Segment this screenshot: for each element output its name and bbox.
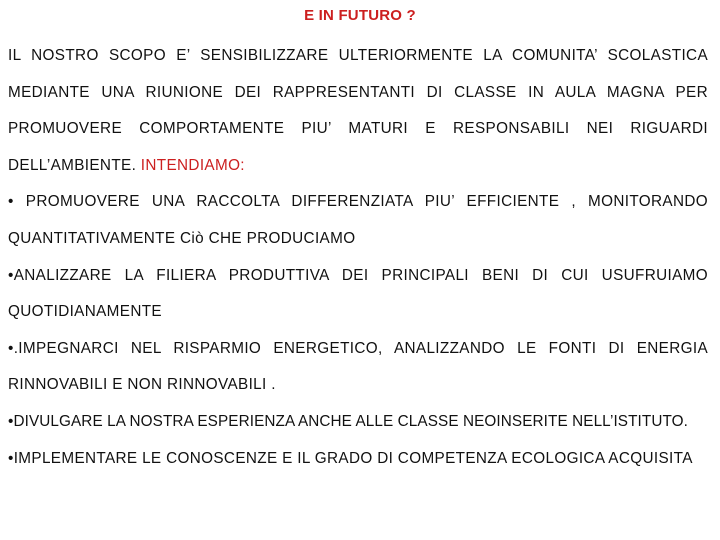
bullet-item-4: •DIVULGARE LA NOSTRA ESPERIENZA ANCHE ALLE CLASSE NEOINSERITE NELL’ISTITUTO. [8, 412, 688, 430]
bullet-item-5: •IMPLEMENTARE LE CONOSCENZE E IL GRADO DI COMPETENZA ECOLOGICA ACQUISITA [8, 449, 693, 467]
intro-text: IL NOSTRO SCOPO E’ SENSIBILIZZARE ULTERIORMENTE LA COMUNITA’ SCOLASTICA MEDIANTE UNA RIUNIONE DEI RAPPRESENTANTI DI CLASSE IN AULA MAGNA PER PROMUOVERE COMPORTAMENTE PIU’ MATURI E RESPONSABILI NEI RIGUARDI DELL’AMBIENTE. [8, 47, 708, 174]
intro-paragraph [8, 38, 708, 184]
bullet-item-3: •.IMPEGNARCI NEL RISPARMIO ENERGETICO, ANALIZZANDO LE FONTI DI ENERGIA RINNOVABILI E NON RINNOVABILI . [8, 339, 708, 394]
bullet-item-1: • PROMUOVERE UNA RACCOLTA DIFFERENZIATA PIU’ EFFICIENTE , MONITORANDO QUANTITATIVAMENTE Ciò CHE PRODUCIAMO [8, 193, 708, 247]
bullet-item-2: •ANALIZZARE LA FILIERA PRODUTTIVA DEI PRINCIPALI BENI DI CUI USUFRUIAMO QUOTIDIANAMENTE [8, 266, 708, 321]
intro-highlight: INTENDIAMO: [140, 156, 245, 174]
slide-body [8, 38, 708, 477]
slide-title: E IN FUTURO ? [304, 7, 416, 24]
